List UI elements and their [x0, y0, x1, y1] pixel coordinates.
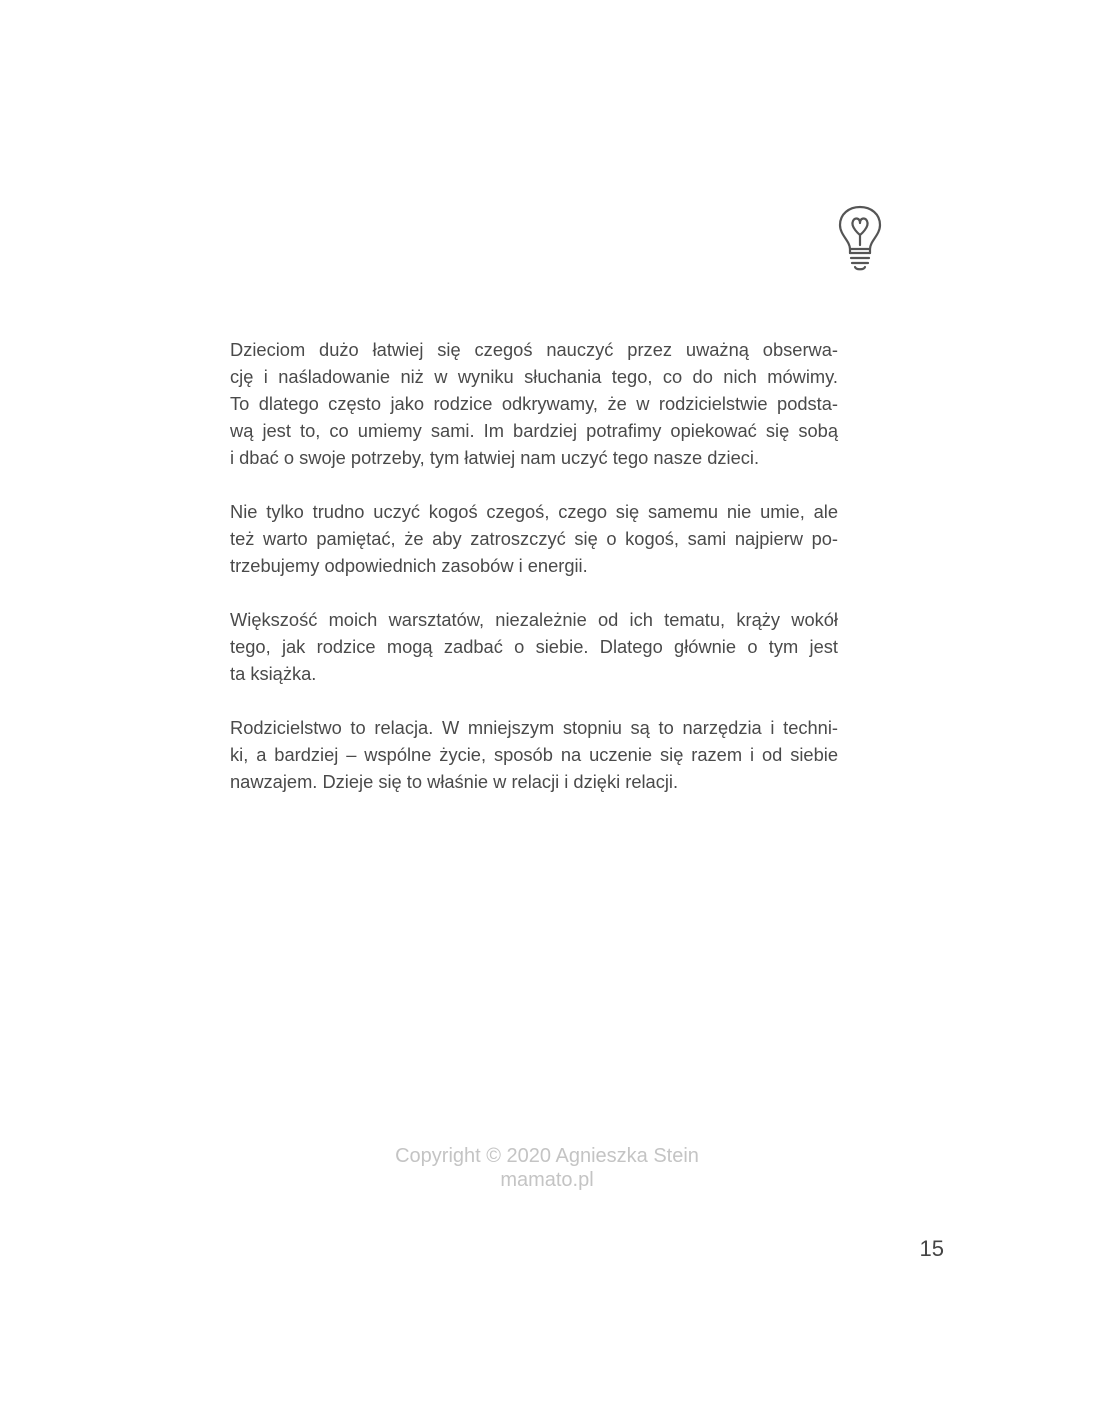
lightbulb-heart-icon	[836, 205, 884, 273]
copyright-line: Copyright © 2020 Agnieszka Stein	[395, 1145, 699, 1167]
text-line: też warto pamiętać, że aby zatroszczyć się o kogoś, sami najpierw po-	[230, 528, 838, 549]
text-line: Dzieciom dużo łatwiej się czegoś nauczyć przez uważną obserwa-	[230, 339, 838, 360]
text-line: To dlatego często jako rodzice odkrywamy, że w rodzicielstwie podsta-	[230, 393, 838, 414]
text-line: nawzajem. Dzieje się to właśnie w relacji i dzięki relacji.	[230, 771, 679, 792]
page-number: 15	[919, 1236, 944, 1261]
text-line: i dbać o swoje potrzeby, tym łatwiej nam uczyć tego nasze dzieci.	[230, 447, 760, 468]
text-line: tego, jak rodzice mogą zadbać o siebie. Dlatego głównie o tym jest	[230, 636, 838, 657]
text-line: trzebujemy odpowiednich zasobów i energii.	[230, 555, 588, 576]
website-line: mamato.pl	[500, 1169, 594, 1191]
paragraph-2	[230, 498, 838, 579]
text-line: ta książka.	[230, 663, 317, 684]
paragraph-3	[230, 606, 838, 687]
text-line: Rodzicielstwo to relacja. W mniejszym stopniu są to narzędzia i techni-	[230, 717, 838, 738]
paragraph-1	[230, 336, 838, 471]
text-line: ki, a bardziej – wspólne życie, sposób na uczenie się razem i od siebie	[230, 744, 838, 765]
copyright-watermark	[0, 1144, 1100, 1192]
text-line: Większość moich warsztatów, niezależnie od ich tematu, krąży wokół	[230, 609, 838, 630]
text-line: Nie tylko trudno uczyć kogoś czegoś, czego się samemu nie umie, ale	[230, 501, 838, 522]
text-line: wą jest to, co umiemy sami. Im bardziej potrafimy opiekować się sobą	[230, 420, 838, 441]
text-line: cję i naśladowanie niż w wyniku słuchania tego, co do nich mówimy.	[230, 366, 838, 387]
paragraph-4	[230, 714, 838, 795]
body-text	[230, 336, 838, 822]
